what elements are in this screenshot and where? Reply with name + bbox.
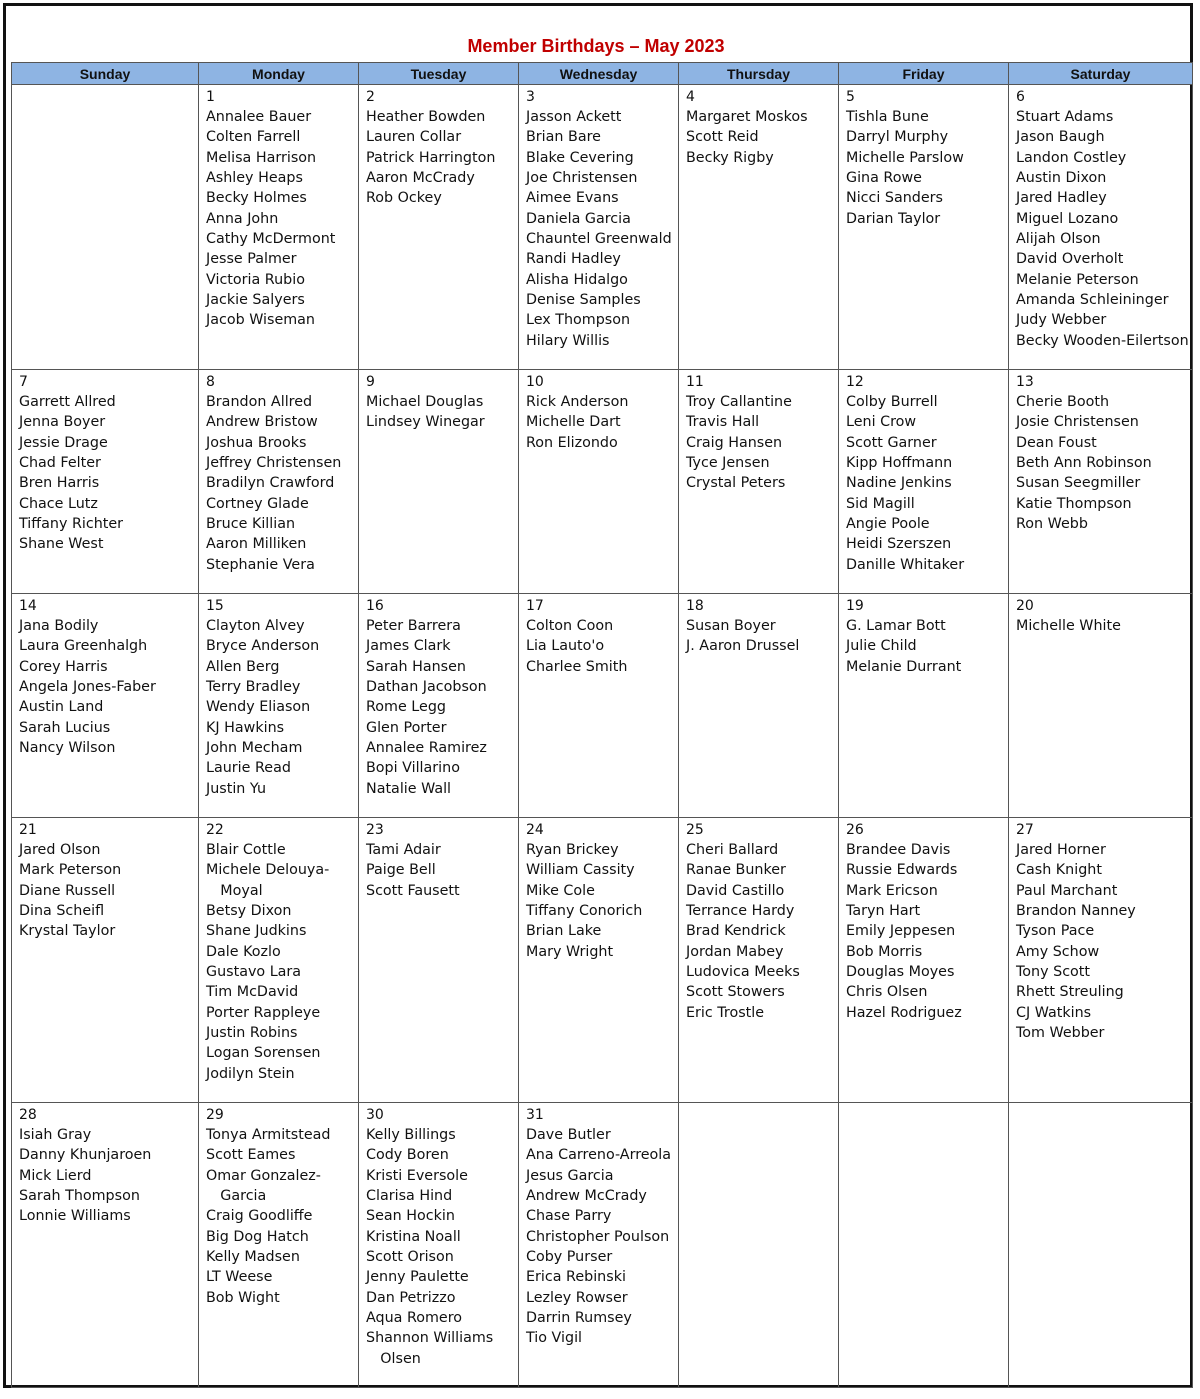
member-name: Betsy Dixon	[206, 903, 292, 920]
member-name: Jacob Wiseman	[206, 312, 315, 329]
member-name: Beth Ann Robinson	[1016, 455, 1152, 472]
member-name: Paul Marchant	[1016, 882, 1118, 899]
member-name: Jared Olson	[19, 842, 101, 858]
empty-day-cell	[12, 85, 199, 370]
member-name: Tyce Jensen	[686, 455, 770, 472]
member-name: Mark Peterson	[19, 862, 122, 879]
member-name: Dean Foust	[1016, 434, 1097, 451]
weekday-header-row	[12, 63, 1193, 85]
day-cell	[679, 370, 839, 594]
day-cell	[519, 85, 679, 370]
member-name: Hazel Rodriguez	[846, 1004, 962, 1021]
day-number: 3	[526, 89, 535, 105]
week-row	[12, 85, 1193, 370]
day-cell	[12, 370, 199, 594]
day-number: 15	[206, 598, 224, 614]
member-name: Andrew McCrady	[526, 1188, 647, 1205]
member-name: Chad Felter	[19, 455, 101, 472]
day-number: 22	[206, 822, 224, 838]
member-name: Jared Horner	[1016, 842, 1106, 858]
member-name: Big Dog Hatch	[206, 1228, 309, 1245]
member-name: Aaron McCrady	[366, 170, 475, 187]
member-name: Cody Boren	[366, 1147, 449, 1164]
day-number: 10	[526, 374, 544, 390]
member-name: Ranae Bunker	[686, 862, 786, 879]
member-name: Jackie Salyers	[206, 292, 305, 309]
member-name: Jason Baugh	[1016, 129, 1105, 146]
day-cell	[519, 1103, 679, 1388]
member-name: Joshua Brooks	[206, 434, 307, 451]
member-name: Leni Crow	[846, 414, 917, 431]
member-name: Stuart Adams	[1016, 109, 1114, 125]
member-name: Austin Land	[19, 699, 104, 716]
member-name: Allen Berg	[206, 658, 280, 675]
member-name: Bruce Killian	[206, 516, 296, 533]
member-name: LT Weese	[206, 1269, 273, 1286]
member-name: Rick Anderson	[526, 394, 629, 410]
member-name: Annalee Bauer	[206, 109, 312, 125]
member-name: Michele Delouya-Moyal	[206, 862, 330, 899]
week-row	[12, 818, 1193, 1103]
member-name: Lonnie Williams	[19, 1208, 131, 1225]
member-name: Aaron Milliken	[206, 536, 307, 553]
member-name: Kristina Noall	[366, 1228, 461, 1245]
member-name: Tom Webber	[1016, 1025, 1105, 1042]
member-name: Laura Greenhalgh	[19, 638, 148, 655]
member-name: Hilary Willis	[526, 332, 610, 349]
member-name: Austin Dixon	[1016, 170, 1107, 187]
member-name: Ryan Brickey	[526, 842, 619, 858]
member-name: David Overholt	[1016, 251, 1124, 268]
member-name: Colby Burrell	[846, 394, 938, 410]
day-number: 4	[686, 89, 695, 105]
member-name: Justin Yu	[206, 780, 267, 797]
member-name: Charlee Smith	[526, 658, 628, 675]
member-name: Clarisa Hind	[366, 1188, 453, 1205]
member-name: Coby Purser	[526, 1249, 613, 1266]
day-number: 31	[526, 1107, 544, 1123]
member-name: Lia Lauto'o	[526, 638, 605, 655]
member-name: Ron Webb	[1016, 516, 1088, 533]
day-number: 21	[19, 822, 37, 838]
member-name: Brandon Nanney	[1016, 903, 1136, 920]
member-name: Amanda Schleininger	[1016, 292, 1169, 309]
day-cell	[679, 85, 839, 370]
member-name: Rob Ockey	[366, 190, 442, 207]
member-name: Shannon Williams Olsen	[366, 1330, 494, 1367]
member-name: Gina Rowe	[846, 170, 922, 187]
day-number: 1	[206, 89, 215, 105]
member-name: Aimee Evans	[526, 190, 619, 207]
day-number: 27	[1016, 822, 1034, 838]
member-name: Danny Khunjaroen	[19, 1147, 152, 1164]
member-name: William Cassity	[526, 862, 635, 879]
member-name: Scott Eames	[206, 1147, 296, 1164]
member-name: Sarah Thompson	[19, 1188, 140, 1205]
member-name: Corey Harris	[19, 658, 108, 675]
member-name: Troy Callantine	[686, 394, 792, 410]
member-name: Lezley Rowser	[526, 1289, 628, 1306]
member-name: Terrance Hardy	[686, 903, 795, 920]
member-name: Chase Parry	[526, 1208, 612, 1225]
member-name: Lauren Collar	[366, 129, 462, 146]
member-name: Aqua Romero	[366, 1310, 463, 1327]
member-name: Darryl Murphy	[846, 129, 949, 146]
weekday-header: Tuesday	[359, 63, 519, 85]
member-name: Krystal Taylor	[19, 923, 116, 940]
member-name: Nicci Sanders	[846, 190, 943, 207]
member-name: Ashley Heaps	[206, 170, 303, 187]
member-name: Blair Cottle	[206, 842, 286, 858]
day-number: 23	[366, 822, 384, 838]
member-name: Diane Russell	[19, 882, 116, 899]
weekday-header: Thursday	[679, 63, 839, 85]
member-name: Michelle Dart	[526, 414, 621, 431]
day-cell	[12, 1103, 199, 1388]
day-number: 26	[846, 822, 864, 838]
member-name: Dave Butler	[526, 1127, 611, 1143]
member-name: Scott Orison	[366, 1249, 454, 1266]
member-name: Kelly Madsen	[206, 1249, 300, 1266]
member-name: Brian Bare	[526, 129, 601, 146]
calendar-body	[12, 85, 1193, 1388]
member-name: Bren Harris	[19, 475, 100, 492]
day-number: 30	[366, 1107, 384, 1123]
member-name: Dathan Jacobson	[366, 679, 487, 696]
member-name: Dale Kozlo	[206, 943, 281, 960]
member-name: Tiffany Conorich	[526, 903, 643, 920]
day-number: 5	[846, 89, 855, 105]
day-number: 12	[846, 374, 864, 390]
day-cell	[199, 85, 359, 370]
member-name: Chris Olsen	[846, 984, 928, 1001]
day-number: 9	[366, 374, 375, 390]
member-name: Laurie Read	[206, 760, 291, 777]
week-row	[12, 370, 1193, 594]
member-name: Travis Hall	[686, 414, 760, 431]
member-name: Craig Hansen	[686, 434, 783, 451]
member-name: Dina Scheifl	[19, 903, 105, 920]
member-name: Dan Petrizzo	[366, 1289, 456, 1306]
day-number: 14	[19, 598, 37, 614]
member-name: Shane Judkins	[206, 923, 307, 940]
member-name: Garrett Allred	[19, 394, 116, 410]
member-name: Melanie Peterson	[1016, 271, 1139, 288]
member-name: Judy Webber	[1016, 312, 1107, 329]
member-name: Cash Knight	[1016, 862, 1102, 879]
member-name: Victoria Rubio	[206, 271, 305, 288]
day-cell	[12, 594, 199, 818]
member-name: Shane West	[19, 536, 104, 553]
member-name: Omar Gonzalez-Garcia	[206, 1167, 321, 1205]
empty-day-cell	[1009, 1103, 1193, 1388]
member-name: Peter Barrera	[366, 618, 461, 634]
member-name: Josie Christensen	[1016, 414, 1139, 431]
member-name: Annalee Ramirez	[366, 740, 487, 757]
day-number: 13	[1016, 374, 1034, 390]
member-name: Kipp Hoffmann	[846, 455, 953, 472]
member-name: Becky Rigby	[686, 149, 774, 166]
member-name: Isiah Gray	[19, 1127, 92, 1143]
member-name: Emily Jeppesen	[846, 923, 956, 940]
member-name: Randi Hadley	[526, 251, 621, 268]
member-name: Tiffany Richter	[19, 516, 124, 533]
day-cell	[12, 818, 199, 1103]
member-name: Kristi Eversole	[366, 1167, 468, 1184]
member-name: G. Lamar Bott	[846, 618, 946, 634]
member-name: Jenna Boyer	[19, 414, 106, 431]
member-name: Christopher Poulson	[526, 1228, 670, 1245]
birthday-calendar	[11, 62, 1193, 1388]
day-cell	[359, 85, 519, 370]
day-cell	[1009, 85, 1193, 370]
member-name: Jasson Ackett	[526, 109, 622, 125]
day-cell	[1009, 370, 1193, 594]
member-name: Becky Wooden-Eilertson	[1016, 332, 1189, 349]
member-name: Bradilyn Crawford	[206, 475, 335, 492]
day-number: 6	[1016, 89, 1025, 105]
member-name: Natalie Wall	[366, 780, 452, 797]
member-name: Andrew Bristow	[206, 414, 318, 431]
member-name: J. Aaron Drussel	[686, 638, 800, 655]
member-name: Tony Scott	[1016, 964, 1091, 981]
member-name: Terry Bradley	[206, 679, 301, 696]
member-name: Cheri Ballard	[686, 842, 779, 858]
member-name: Rhett Streuling	[1016, 984, 1124, 1001]
member-name: Ron Elizondo	[526, 434, 618, 451]
member-name: Jodilyn Stein	[206, 1065, 295, 1082]
member-name: Heather Bowden	[366, 109, 486, 125]
member-name: Patrick Harrington	[366, 149, 496, 166]
member-name: Nancy Wilson	[19, 740, 116, 757]
member-name: Mike Cole	[526, 882, 595, 899]
member-name: Tio Vigil	[526, 1330, 583, 1347]
day-number: 16	[366, 598, 384, 614]
member-name: James Clark	[366, 638, 451, 655]
member-name: Sean Hockin	[366, 1208, 455, 1225]
member-name: Sid Magill	[846, 495, 915, 512]
member-name: Wendy Eliason	[206, 699, 311, 716]
member-name: Scott Garner	[846, 434, 937, 451]
member-name: Bopi Villarino	[366, 760, 460, 777]
member-name: Paige Bell	[366, 862, 436, 879]
day-cell	[359, 370, 519, 594]
day-number: 25	[686, 822, 704, 838]
member-name: Kelly Billings	[366, 1127, 456, 1143]
member-name: Brad Kendrick	[686, 923, 786, 940]
member-name: Tyson Pace	[1016, 923, 1095, 940]
day-cell	[839, 370, 1009, 594]
member-name: Angela Jones-Faber	[19, 679, 156, 696]
member-name: Logan Sorensen	[206, 1045, 321, 1062]
member-name: Clayton Alvey	[206, 618, 305, 634]
weekday-header: Sunday	[12, 63, 199, 85]
member-name: Ana Carreno-Arreola	[526, 1147, 672, 1164]
day-cell	[1009, 594, 1193, 818]
member-name: Tami Adair	[366, 842, 441, 858]
weekday-header: Monday	[199, 63, 359, 85]
day-cell	[519, 594, 679, 818]
member-name: Katie Thompson	[1016, 495, 1132, 512]
member-name: Scott Stowers	[686, 984, 785, 1001]
day-cell	[359, 818, 519, 1103]
member-name: Alisha Hidalgo	[526, 271, 628, 288]
member-name: Amy Schow	[1016, 943, 1100, 960]
member-name: Susan Seegmiller	[1016, 475, 1141, 492]
member-name: Sarah Lucius	[19, 719, 111, 736]
member-name: Porter Rappleye	[206, 1004, 321, 1021]
member-name: Michael Douglas	[366, 394, 484, 410]
member-name: Russie Edwards	[846, 862, 958, 879]
member-name: Tonya Armitstead	[206, 1127, 331, 1143]
member-name: Cortney Glade	[206, 495, 309, 512]
day-cell	[1009, 818, 1193, 1103]
member-name: John Mecham	[206, 740, 303, 757]
member-name: Chauntel Greenwald	[526, 231, 672, 248]
day-number: 20	[1016, 598, 1034, 614]
member-name: Douglas Moyes	[846, 964, 955, 981]
member-name: Cherie Booth	[1016, 394, 1109, 410]
member-name: Jana Bodily	[19, 618, 99, 634]
member-name: Bob Morris	[846, 943, 923, 960]
member-name: David Castillo	[686, 882, 785, 899]
weekday-header: Saturday	[1009, 63, 1193, 85]
member-name: Jessie Drage	[19, 434, 108, 451]
day-cell	[519, 818, 679, 1103]
member-name: Denise Samples	[526, 292, 641, 309]
member-name: Cathy McDermont	[206, 231, 336, 248]
day-cell	[199, 1103, 359, 1388]
member-name: Mark Ericson	[846, 882, 938, 899]
member-name: Becky Holmes	[206, 190, 307, 207]
member-name: Stephanie Vera	[206, 556, 315, 573]
member-name: Chace Lutz	[19, 495, 98, 512]
day-cell	[839, 818, 1009, 1103]
member-name: Bob Wight	[206, 1289, 280, 1306]
member-name: Jenny Paulette	[366, 1269, 469, 1286]
day-cell	[839, 594, 1009, 818]
member-name: Miguel Lozano	[1016, 210, 1119, 227]
member-name: Brandee Davis	[846, 842, 951, 858]
member-name: Tim McDavid	[206, 984, 299, 1001]
member-name: Justin Robins	[206, 1025, 298, 1042]
member-name: Anna John	[206, 210, 279, 227]
member-name: Glen Porter	[366, 719, 447, 736]
member-name: Brian Lake	[526, 923, 602, 940]
weekday-header: Friday	[839, 63, 1009, 85]
member-name: Jeffrey Christensen	[206, 455, 342, 472]
member-name: Mick Lierd	[19, 1167, 92, 1184]
member-name: Heidi Szerszen	[846, 536, 952, 553]
member-name: Blake Cevering	[526, 149, 634, 166]
member-name: Melanie Durrant	[846, 658, 962, 675]
day-number: 8	[206, 374, 215, 390]
member-name: CJ Watkins	[1016, 1004, 1092, 1021]
member-name: Angie Poole	[846, 516, 930, 533]
member-name: Jordan Mabey	[686, 943, 784, 960]
member-name: Darrin Rumsey	[526, 1310, 632, 1327]
day-cell	[199, 818, 359, 1103]
day-cell	[519, 370, 679, 594]
member-name: Mary Wright	[526, 943, 614, 960]
member-name: Darian Taylor	[846, 210, 941, 227]
member-name: Scott Fausett	[366, 882, 460, 899]
member-name: Nadine Jenkins	[846, 475, 952, 492]
member-name: Scott Reid	[686, 129, 759, 146]
member-name: Lex Thompson	[526, 312, 631, 329]
member-name: Jared Hadley	[1016, 190, 1107, 207]
empty-day-cell	[839, 1103, 1009, 1388]
member-name: Craig Goodliffe	[206, 1208, 313, 1225]
member-name: Eric Trostle	[686, 1004, 765, 1021]
member-name: Lindsey Winegar	[366, 414, 485, 431]
day-cell	[679, 818, 839, 1103]
member-name: Colton Coon	[526, 618, 614, 634]
member-name: Tishla Bune	[846, 109, 929, 125]
member-name: Margaret Moskos	[686, 109, 808, 125]
member-name: Susan Boyer	[686, 618, 776, 634]
day-cell	[839, 85, 1009, 370]
member-name: Crystal Peters	[686, 475, 786, 492]
day-number: 18	[686, 598, 704, 614]
day-cell	[359, 594, 519, 818]
empty-day-cell	[679, 1103, 839, 1388]
member-name: Joe Christensen	[526, 170, 638, 187]
day-number: 28	[19, 1107, 37, 1123]
member-name: Sarah Hansen	[366, 658, 466, 675]
member-name: Gustavo Lara	[206, 964, 302, 981]
member-name: Julie Child	[846, 638, 917, 655]
member-name: Alijah Olson	[1016, 231, 1101, 248]
page-title: Member Birthdays – May 2023	[467, 36, 725, 56]
member-name: Colten Farrell	[206, 129, 301, 146]
member-name: Daniela Garcia	[526, 210, 631, 227]
week-row	[12, 1103, 1193, 1388]
day-number: 7	[19, 374, 28, 390]
member-name: Erica Rebinski	[526, 1269, 626, 1286]
member-name: Jesse Palmer	[206, 251, 297, 268]
member-name: Ludovica Meeks	[686, 964, 800, 981]
member-name: Michelle Parslow	[846, 149, 964, 166]
member-name: Taryn Hart	[846, 903, 921, 920]
member-name: KJ Hawkins	[206, 719, 285, 736]
day-number: 24	[526, 822, 544, 838]
day-number: 17	[526, 598, 544, 614]
weekday-header: Wednesday	[519, 63, 679, 85]
member-name: Danille Whitaker	[846, 556, 965, 573]
day-number: 29	[206, 1107, 224, 1123]
member-name: Rome Legg	[366, 699, 446, 716]
member-name: Michelle White	[1016, 618, 1121, 634]
day-number: 19	[846, 598, 864, 614]
member-name: Melisa Harrison	[206, 149, 317, 166]
member-name: Brandon Allred	[206, 394, 313, 410]
day-cell	[359, 1103, 519, 1388]
member-name: Jesus Garcia	[526, 1167, 614, 1184]
day-cell	[199, 370, 359, 594]
member-name: Bryce Anderson	[206, 638, 320, 655]
member-name: Landon Costley	[1016, 149, 1127, 166]
day-cell	[679, 594, 839, 818]
day-number: 11	[686, 374, 704, 390]
day-number: 2	[366, 89, 375, 105]
day-cell	[199, 594, 359, 818]
week-row	[12, 594, 1193, 818]
